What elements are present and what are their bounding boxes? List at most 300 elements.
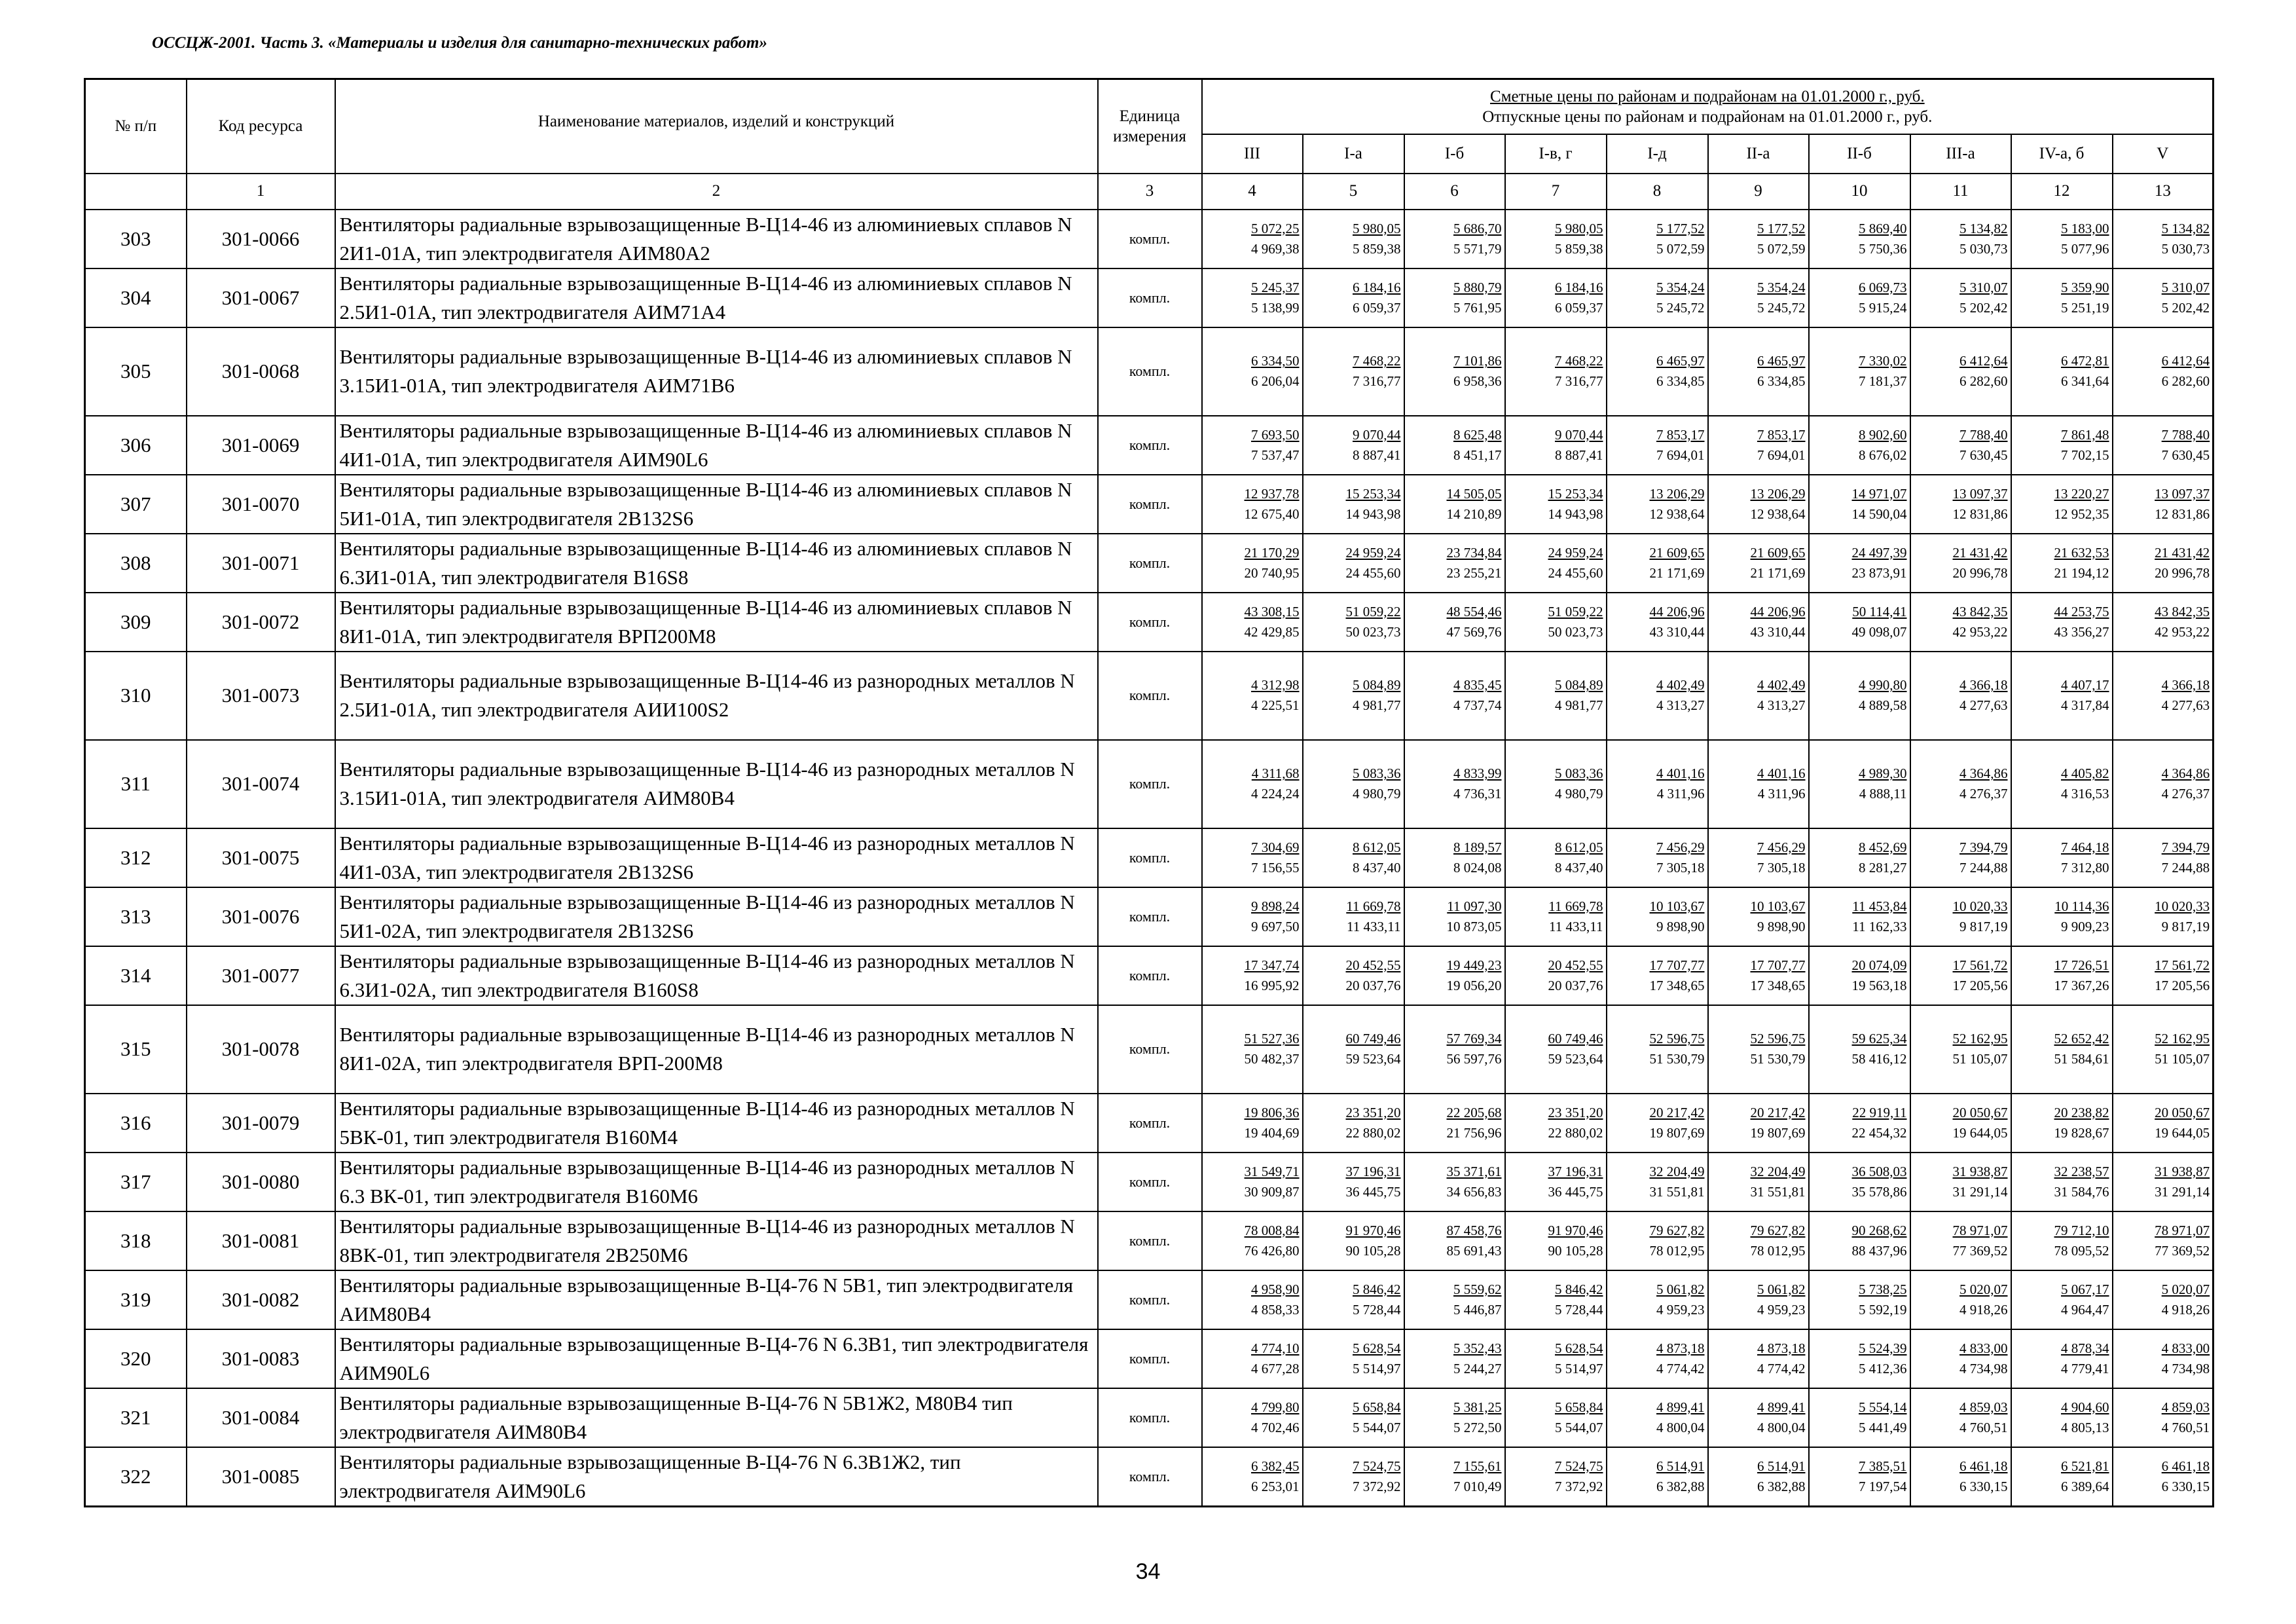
estimate-price: 5 980,05: [1555, 220, 1603, 236]
resource-code: 301-0080: [187, 1153, 335, 1211]
release-price: 4 736,31: [1453, 786, 1502, 802]
release-price: 6 382,88: [1757, 1478, 1806, 1494]
price-cell: [1910, 1447, 2011, 1507]
release-price: 8 281,27: [1859, 859, 1907, 876]
release-price: 17 367,26: [2054, 977, 2109, 993]
release-price: 50 482,37: [1244, 1051, 1300, 1067]
price-cell: [1910, 327, 2011, 416]
price-cell: [1910, 828, 2011, 887]
header-prices-estimate: Сметные цены по районам и подрайонам на 01.01.2000 г., руб.: [1490, 87, 1925, 105]
price-cell: [1202, 1094, 1303, 1153]
price-cell: [1809, 1094, 1910, 1153]
release-price: 11 433,11: [1347, 918, 1401, 934]
release-price: 7 694,01: [1656, 447, 1705, 463]
estimate-price: 10 114,36: [2054, 898, 2109, 914]
estimate-price: 7 853,17: [1656, 426, 1705, 443]
item-name: Вентиляторы радиальные взрывозащищенные В-Ц4-76 N 5В1, тип электродвигателя АИМ80В4: [335, 1270, 1098, 1329]
resource-code: 301-0069: [187, 416, 335, 475]
release-price: 5 077,96: [2061, 240, 2109, 257]
price-cell: [1809, 740, 1910, 828]
release-price: 4 734,98: [1959, 1360, 2008, 1376]
price-cell: [1202, 740, 1303, 828]
unit: компл.: [1098, 268, 1202, 327]
price-cell: [1910, 1329, 2011, 1388]
estimate-price: 5 245,37: [1251, 279, 1300, 295]
release-price: 4 760,51: [1959, 1419, 2008, 1435]
estimate-price: 7 394,79: [2161, 839, 2210, 855]
header-region: I-в, г: [1505, 134, 1607, 174]
unit: компл.: [1098, 1447, 1202, 1507]
estimate-price: 22 205,68: [1446, 1104, 1502, 1120]
estimate-price: 52 162,95: [2155, 1031, 2210, 1046]
release-price: 19 807,69: [1750, 1124, 1806, 1141]
release-price: 22 454,32: [1851, 1124, 1907, 1141]
estimate-price: 6 461,18: [1959, 1458, 2008, 1474]
item-name: Вентиляторы радиальные взрывозащищенные В-Ц14-46 из алюминиевых сплавов N 6.3И1-01А, тип электродвигателя В16S8: [335, 534, 1098, 593]
estimate-price: 20 050,67: [2155, 1104, 2210, 1120]
price-cell: [1303, 740, 1404, 828]
estimate-price: 5 310,07: [1959, 279, 2008, 295]
estimate-price: 5 134,82: [1959, 220, 2008, 236]
estimate-price: 5 177,52: [1656, 220, 1705, 236]
release-price: 4 774,42: [1757, 1360, 1806, 1376]
release-price: 8 437,40: [1353, 859, 1401, 876]
release-price: 90 105,28: [1548, 1242, 1603, 1259]
estimate-price: 5 061,82: [1757, 1281, 1806, 1297]
release-price: 9 817,19: [2161, 918, 2210, 934]
price-cell: [2113, 1329, 2214, 1388]
release-price: 51 584,61: [2054, 1051, 2109, 1067]
row-number: 304: [85, 268, 187, 327]
estimate-price: 21 609,65: [1750, 544, 1806, 561]
row-number: 310: [85, 652, 187, 740]
release-price: 31 584,76: [2054, 1183, 2109, 1200]
release-price: 7 244,88: [2161, 859, 2210, 876]
release-price: 36 445,75: [1345, 1183, 1401, 1200]
row-number: 321: [85, 1388, 187, 1447]
price-cell: [1708, 268, 1809, 327]
price-cell: [1910, 946, 2011, 1005]
estimate-price: 51 527,36: [1244, 1031, 1300, 1046]
estimate-price: 7 693,50: [1251, 426, 1300, 443]
price-cell: [1404, 652, 1505, 740]
column-number: 4: [1202, 174, 1303, 210]
price-cell: [2113, 1447, 2214, 1507]
release-price: 5 514,97: [1353, 1360, 1401, 1376]
header-region: II-а: [1708, 134, 1809, 174]
price-cell: [1505, 534, 1607, 593]
unit: компл.: [1098, 1329, 1202, 1388]
price-cell: [1708, 1388, 1809, 1447]
estimate-price: 11 669,78: [1346, 898, 1401, 914]
price-cell: [1505, 475, 1607, 534]
estimate-price: 4 873,18: [1656, 1340, 1705, 1356]
price-cell: [1809, 416, 1910, 475]
release-price: 90 105,28: [1345, 1242, 1401, 1259]
table-row: [85, 1005, 2214, 1094]
release-price: 14 943,98: [1548, 506, 1603, 522]
price-cell: [1708, 1153, 1809, 1211]
release-price: 20 037,76: [1345, 977, 1401, 993]
release-price: 19 404,69: [1244, 1124, 1300, 1141]
estimate-price: 5 658,84: [1555, 1399, 1603, 1415]
release-price: 77 369,52: [1952, 1242, 2008, 1259]
resource-code: 301-0079: [187, 1094, 335, 1153]
item-name: Вентиляторы радиальные взрывозащищенные В-Ц14-46 из алюминиевых сплавов N 4И1-01А, тип электродвигателя АИМ90L6: [335, 416, 1098, 475]
header-region: III-а: [1910, 134, 2011, 174]
estimate-price: 4 402,49: [1656, 677, 1705, 693]
estimate-price: 9 070,44: [1353, 426, 1401, 443]
release-price: 59 523,64: [1548, 1051, 1603, 1067]
item-name: Вентиляторы радиальные взрывозащищенные В-Ц14-46 из разнородных металлов N 8И1-02А, тип электродвигателя ВРП-200М8: [335, 1005, 1098, 1094]
price-cell: [1303, 210, 1404, 268]
price-cell: [1708, 210, 1809, 268]
release-price: 5 030,73: [1959, 240, 2008, 257]
estimate-price: 31 938,87: [2155, 1163, 2210, 1179]
release-price: 43 310,44: [1750, 623, 1806, 640]
price-cell: [1303, 828, 1404, 887]
release-price: 4 969,38: [1251, 240, 1300, 257]
row-number: 317: [85, 1153, 187, 1211]
price-cell: [1505, 268, 1607, 327]
price-cell: [1708, 1329, 1809, 1388]
estimate-price: 5 658,84: [1353, 1399, 1401, 1415]
estimate-price: 5 846,42: [1555, 1281, 1603, 1297]
item-name: Вентиляторы радиальные взрывозащищенные В-Ц14-46 из разнородных металлов N 3.15И1-01А, тип электродвигателя АИМ80В4: [335, 740, 1098, 828]
resource-code: 301-0070: [187, 475, 335, 534]
release-price: 10 873,05: [1446, 918, 1502, 934]
estimate-price: 32 204,49: [1750, 1163, 1806, 1179]
price-cell: [1404, 1005, 1505, 1094]
estimate-price: 13 097,37: [1952, 485, 2008, 502]
estimate-price: 4 405,82: [2061, 766, 2109, 781]
row-number: 307: [85, 475, 187, 534]
price-cell: [1303, 1005, 1404, 1094]
estimate-price: 17 707,77: [1750, 957, 1806, 973]
price-cell: [2113, 416, 2214, 475]
price-cell: [1607, 593, 1708, 652]
price-cell: [2113, 1094, 2214, 1153]
estimate-price: 4 774,10: [1251, 1340, 1300, 1356]
estimate-price: 9 070,44: [1555, 426, 1603, 443]
item-name: Вентиляторы радиальные взрывозащищенные В-Ц14-46 из алюминиевых сплавов N 5И1-01А, тип электродвигателя 2В132S6: [335, 475, 1098, 534]
price-cell: [1809, 828, 1910, 887]
unit: компл.: [1098, 1094, 1202, 1153]
price-cell: [2011, 1388, 2113, 1447]
release-price: 7 372,92: [1353, 1478, 1401, 1494]
price-cell: [1708, 828, 1809, 887]
price-cell: [2011, 946, 2113, 1005]
estimate-price: 5 183,00: [2061, 220, 2109, 236]
release-price: 4 959,23: [1757, 1301, 1806, 1318]
price-cell: [1809, 1329, 1910, 1388]
estimate-price: 8 452,69: [1859, 839, 1907, 855]
release-price: 7 305,18: [1757, 859, 1806, 876]
price-cell: [2011, 210, 2113, 268]
release-price: 4 800,04: [1757, 1419, 1806, 1435]
estimate-price: 17 707,77: [1649, 957, 1705, 973]
release-price: 4 276,37: [2161, 786, 2210, 802]
price-cell: [1809, 652, 1910, 740]
estimate-price: 11 669,78: [1548, 898, 1603, 914]
resource-code: 301-0083: [187, 1329, 335, 1388]
header-region: I-д: [1607, 134, 1708, 174]
price-cell: [2113, 1270, 2214, 1329]
estimate-price: 19 449,23: [1446, 957, 1502, 973]
estimate-price: 15 253,34: [1345, 485, 1401, 502]
release-price: 5 544,07: [1353, 1419, 1401, 1435]
price-cell: [1404, 828, 1505, 887]
release-price: 17 348,65: [1750, 977, 1806, 993]
price-cell: [1505, 946, 1607, 1005]
estimate-price: 7 788,40: [2161, 426, 2210, 443]
price-cell: [1809, 1388, 1910, 1447]
row-number: 316: [85, 1094, 187, 1153]
price-cell: [1607, 1211, 1708, 1270]
release-price: 19 828,67: [2054, 1124, 2109, 1141]
release-price: 7 244,88: [1959, 859, 2008, 876]
estimate-price: 7 385,51: [1859, 1458, 1907, 1474]
unit: компл.: [1098, 534, 1202, 593]
price-cell: [1505, 210, 1607, 268]
estimate-price: 20 074,09: [1851, 957, 1907, 973]
estimate-price: 21 431,42: [2155, 544, 2210, 561]
item-name: Вентиляторы радиальные взрывозащищенные В-Ц14-46 из алюминиевых сплавов N 2.5И1-01А, тип электродвигателя АИМ71А4: [335, 268, 1098, 327]
price-cell: [1404, 1153, 1505, 1211]
release-price: 42 953,22: [2155, 623, 2210, 640]
estimate-price: 15 253,34: [1548, 485, 1603, 502]
release-price: 31 291,14: [1952, 1183, 2008, 1200]
release-price: 6 389,64: [2061, 1478, 2109, 1494]
release-price: 6 206,04: [1251, 373, 1300, 389]
release-price: 6 282,60: [2161, 373, 2210, 389]
estimate-price: 14 505,05: [1446, 485, 1502, 502]
estimate-price: 24 959,24: [1548, 544, 1603, 561]
release-price: 5 592,19: [1859, 1301, 1907, 1318]
estimate-price: 5 980,05: [1353, 220, 1401, 236]
release-price: 5 245,72: [1656, 299, 1705, 316]
estimate-price: 4 835,45: [1453, 677, 1502, 693]
price-cell: [1303, 416, 1404, 475]
unit: компл.: [1098, 1153, 1202, 1211]
price-cell: [1505, 740, 1607, 828]
estimate-price: 51 059,22: [1548, 603, 1603, 619]
release-price: 43 356,27: [2054, 623, 2109, 640]
release-price: 4 889,58: [1859, 697, 1907, 713]
estimate-price: 51 059,22: [1345, 603, 1401, 619]
price-cell: [1809, 1270, 1910, 1329]
price-cell: [1404, 1447, 1505, 1507]
release-price: 9 697,50: [1251, 918, 1300, 934]
release-price: 6 253,01: [1251, 1478, 1300, 1494]
header-region: I-а: [1303, 134, 1404, 174]
release-price: 21 171,69: [1750, 564, 1806, 581]
table-row: [85, 1153, 2214, 1211]
estimate-price: 20 452,55: [1345, 957, 1401, 973]
estimate-price: 4 990,80: [1859, 677, 1907, 693]
release-price: 12 831,86: [2155, 506, 2210, 522]
release-price: 5 915,24: [1859, 299, 1907, 316]
price-cell: [1303, 1447, 1404, 1507]
estimate-price: 4 364,86: [2161, 766, 2210, 781]
estimate-price: 4 799,80: [1251, 1399, 1300, 1415]
row-number: 308: [85, 534, 187, 593]
estimate-price: 17 561,72: [1952, 957, 2008, 973]
estimate-price: 79 627,82: [1750, 1222, 1806, 1238]
release-price: 16 995,92: [1244, 977, 1300, 993]
estimate-price: 9 898,24: [1251, 898, 1300, 914]
price-cell: [2113, 946, 2214, 1005]
release-price: 31 291,14: [2155, 1183, 2210, 1200]
unit: компл.: [1098, 593, 1202, 652]
release-price: 42 953,22: [1952, 623, 2008, 640]
unit: компл.: [1098, 652, 1202, 740]
price-cell: [1404, 740, 1505, 828]
release-price: 4 225,51: [1251, 697, 1300, 713]
header-np: № п/п: [85, 79, 187, 174]
resource-code: 301-0072: [187, 593, 335, 652]
release-price: 4 277,63: [1959, 697, 2008, 713]
estimate-price: 8 189,57: [1453, 839, 1502, 855]
release-price: 4 677,28: [1251, 1360, 1300, 1376]
price-cell: [2011, 327, 2113, 416]
price-cell: [1505, 1329, 1607, 1388]
item-name: Вентиляторы радиальные взрывозащищенные В-Ц4-76 N 5В1Ж2, М80В4 тип электродвигателя АИМ80В4: [335, 1388, 1098, 1447]
release-price: 4 918,26: [1959, 1301, 2008, 1318]
release-price: 19 056,20: [1446, 977, 1502, 993]
release-price: 5 244,27: [1453, 1360, 1502, 1376]
estimate-price: 10 103,67: [1649, 898, 1705, 914]
estimate-price: 7 464,18: [2061, 839, 2109, 855]
price-cell: [2011, 887, 2113, 946]
item-name: Вентиляторы радиальные взрывозащищенные В-Ц14-46 из разнородных металлов N 5И1-02А, тип электродвигателя 2В132S6: [335, 887, 1098, 946]
estimate-price: 43 842,35: [2155, 603, 2210, 619]
price-cell: [1809, 593, 1910, 652]
price-cell: [1303, 1329, 1404, 1388]
release-price: 12 938,64: [1750, 506, 1806, 522]
price-cell: [1607, 268, 1708, 327]
price-cell: [1303, 1094, 1404, 1153]
release-price: 20 996,78: [2155, 564, 2210, 581]
price-cell: [1910, 1388, 2011, 1447]
estimate-price: 7 853,17: [1757, 426, 1806, 443]
unit: компл.: [1098, 475, 1202, 534]
price-cell: [1202, 828, 1303, 887]
release-price: 5 514,97: [1555, 1360, 1603, 1376]
price-cell: [1607, 740, 1708, 828]
estimate-price: 6 465,97: [1757, 353, 1806, 369]
price-cell: [1505, 1388, 1607, 1447]
release-price: 7 630,45: [2161, 447, 2210, 463]
row-number: 320: [85, 1329, 187, 1388]
estimate-price: 5 354,24: [1656, 279, 1705, 295]
release-price: 51 530,79: [1649, 1051, 1705, 1067]
estimate-price: 31 549,71: [1244, 1163, 1300, 1179]
unit: компл.: [1098, 1388, 1202, 1447]
price-cell: [1607, 475, 1708, 534]
header-region: I-б: [1404, 134, 1505, 174]
column-number: 2: [335, 174, 1098, 210]
release-price: 4 800,04: [1656, 1419, 1705, 1435]
estimate-price: 32 204,49: [1649, 1163, 1705, 1179]
price-cell: [1910, 268, 2011, 327]
price-table: [84, 78, 2214, 1507]
column-number: 1: [187, 174, 335, 210]
release-price: 20 996,78: [1952, 564, 2008, 581]
price-cell: [1910, 740, 2011, 828]
estimate-price: 23 734,84: [1446, 544, 1502, 561]
estimate-price: 7 330,02: [1859, 353, 1907, 369]
column-number: 7: [1505, 174, 1607, 210]
release-price: 20 740,95: [1244, 564, 1300, 581]
release-price: 21 194,12: [2054, 564, 2109, 581]
resource-code: 301-0074: [187, 740, 335, 828]
estimate-price: 4 878,34: [2061, 1340, 2109, 1356]
estimate-price: 21 609,65: [1649, 544, 1705, 561]
price-cell: [1910, 652, 2011, 740]
release-price: 19 644,05: [2155, 1124, 2210, 1141]
estimate-price: 13 206,29: [1750, 485, 1806, 502]
table-row: [85, 652, 2214, 740]
estimate-price: 5 083,36: [1555, 766, 1603, 781]
header-prices-release: Отпускные цены по районам и подрайонам на 01.01.2000 г., руб.: [1482, 107, 1933, 126]
price-cell: [1303, 1211, 1404, 1270]
estimate-price: 37 196,31: [1548, 1163, 1603, 1179]
table-row: [85, 828, 2214, 887]
estimate-price: 6 334,50: [1251, 353, 1300, 369]
release-price: 8 887,41: [1555, 447, 1603, 463]
estimate-price: 52 162,95: [1952, 1031, 2008, 1046]
price-cell: [1202, 475, 1303, 534]
price-cell: [2113, 210, 2214, 268]
table-row: [85, 946, 2214, 1005]
price-cell: [1910, 1005, 2011, 1094]
estimate-price: 24 959,24: [1345, 544, 1401, 561]
price-cell: [2113, 652, 2214, 740]
price-cell: [1404, 1388, 1505, 1447]
release-price: 19 807,69: [1649, 1124, 1705, 1141]
price-cell: [1607, 652, 1708, 740]
release-price: 8 024,08: [1453, 859, 1502, 876]
release-price: 7 694,01: [1757, 447, 1806, 463]
release-price: 47 569,76: [1446, 623, 1502, 640]
estimate-price: 5 628,54: [1353, 1340, 1401, 1356]
item-name: Вентиляторы радиальные взрывозащищенные В-Ц14-46 из разнородных металлов N 6.3И1-02А, тип электродвигателя В160S8: [335, 946, 1098, 1005]
release-price: 42 429,85: [1244, 623, 1300, 640]
release-price: 14 943,98: [1345, 506, 1401, 522]
release-price: 7 372,92: [1555, 1478, 1603, 1494]
resource-code: 301-0081: [187, 1211, 335, 1270]
estimate-price: 52 652,42: [2054, 1031, 2109, 1046]
estimate-price: 17 561,72: [2155, 957, 2210, 973]
estimate-price: 13 097,37: [2155, 485, 2210, 502]
price-cell: [1404, 268, 1505, 327]
release-price: 5 728,44: [1353, 1301, 1401, 1318]
price-cell: [1708, 475, 1809, 534]
release-price: 5 412,36: [1859, 1360, 1907, 1376]
item-name: Вентиляторы радиальные взрывозащищенные В-Ц4-76 N 6.3В1, тип электродвигателя АИМ90L6: [335, 1329, 1098, 1388]
release-price: 5 728,44: [1555, 1301, 1603, 1318]
release-price: 5 251,19: [2061, 299, 2109, 316]
price-cell: [1809, 946, 1910, 1005]
price-cell: [1202, 1005, 1303, 1094]
estimate-price: 35 371,61: [1446, 1163, 1502, 1179]
price-cell: [1809, 1211, 1910, 1270]
release-price: 21 756,96: [1446, 1124, 1502, 1141]
estimate-price: 17 347,74: [1244, 957, 1300, 973]
table-row: [85, 1447, 2214, 1507]
price-cell: [1202, 946, 1303, 1005]
